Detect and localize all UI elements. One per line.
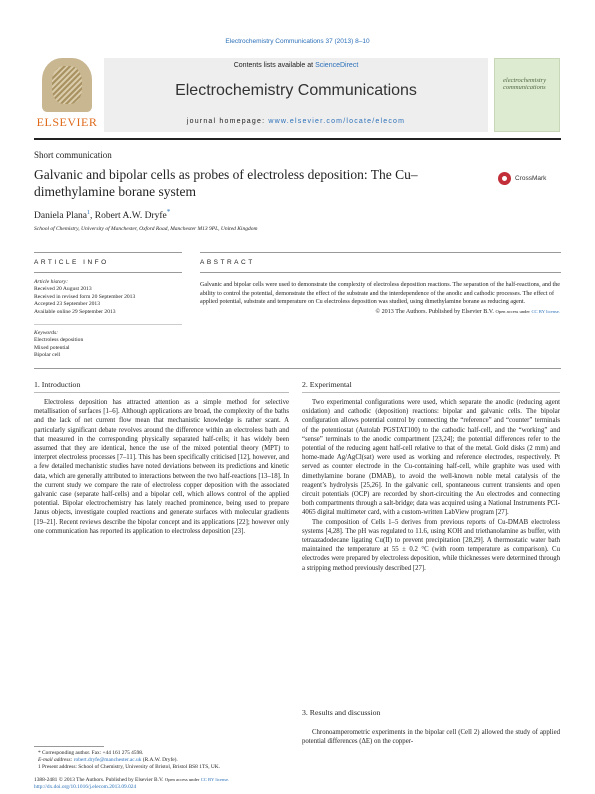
abstract-copyright-line xyxy=(200,308,560,317)
article-title: Galvanic and bipolar cells as probes of electroless deposition: The Cu–dimethylamine borane system xyxy=(34,167,418,199)
keywords-divider xyxy=(34,324,182,325)
crossmark-icon xyxy=(498,172,511,185)
history-item: Accepted 23 September 2013 xyxy=(34,301,101,308)
journal-homepage xyxy=(104,118,488,125)
author-name[interactable]: Daniela Plana xyxy=(34,211,88,222)
keyword: Bipolar cell xyxy=(34,352,61,359)
author-name[interactable]: Robert A.W. Dryfe xyxy=(94,211,167,222)
keyword: Electroless deposition xyxy=(34,337,84,344)
issn-line xyxy=(34,776,434,784)
email-link[interactable]: robert.dryfe@manchester.ac.uk xyxy=(73,757,142,764)
article-info-heading: ARTICLE INFO xyxy=(34,259,109,266)
info-top-rule xyxy=(34,252,182,253)
doi-link[interactable]: http://dx.doi.org/10.1016/j.elecom.2013.09.024 xyxy=(34,784,137,790)
elsevier-tree-icon xyxy=(42,58,92,112)
experimental-heading: 2. Experimental xyxy=(302,380,352,389)
experimental-paragraph: Two experimental configurations were used, which separate the anodic (reducing agent oxidation) and cathodic (deposition) reactions: bipolar and galvanic cells. The bipolar configuration allows potential control by connecting the “reference” and “counter” terminals of the potentiostat (Autolab PGSTAT100) to the cathodic half-cell, and the “working” and “sense” terminals to the anodic compartment [23,24]; the potential differences refer to the potential of the reducing agent half-cell relative to that of the metal. Gold disks (2 mm) and home-made Ag/AgCl(sat) were used as working and reference electrodes, respectively. Pt served as counter electrode in the Cu-containing half-cell, while graphite was used with dimethylamine borane (DMAB), to avoid the well-known noble metal catalysis of the reagent’s hydrolysis [25,26]. In the galvanic cell, spontaneous current transients and open circuit potentials (OCP) are recorded by short-circuiting the Au electrodes and connecting both compartments through a salt-bridge; data was acquired using a National Instruments PCI-4065 digital multimeter card, with a custom-written LabView program [27]. xyxy=(302,399,560,517)
experimental-heading-rule xyxy=(302,392,560,393)
introduction-paragraph: Electroless deposition has attracted attention as a simple method for selective metallisation of surfaces [1–6]. Although applications are broad, the complexity of the baths and the lack of net current flow mean that mechanistic knowledge is rather scant. A particularly significant debate revolves around the difference within an electroless bath and that measured in the corresponding physically separated half-cells; it has widely been assumed that they are identical, hence the use of the mixed potential theory (MPT) to interpret electroless processes [7–11]. This has been specifically criticised [12], however, and a few detailed mechanistic studies have noted deviations between its predictions and kinetic data, which are generally attributed to interactions between the two half-reactions [13–18]. In the current study we compare the rate of electroless copper deposition with the associated galvanic case (separate half-cells) and a bipolar cell, which allows control of the applied potential. Bipolar electrochemistry has lately reached prominence, being used to prepare Janus objects, investigate coupled reactions and generate surfaces with molecular gradients [19–21]. Recent reviews describe the bipolar concept and its applications [22]; however only one communication has reported its application to electroless deposition [23]. xyxy=(34,399,289,535)
license-link[interactable]: CC BY license. xyxy=(531,308,560,314)
contents-line xyxy=(104,62,488,69)
abstract-top-rule xyxy=(200,252,561,253)
results-heading: 3. Results and discussion xyxy=(302,708,381,717)
crossmark-badge[interactable] xyxy=(498,172,558,186)
present-address-note: 1 Present address: School of Chemistry, University of Bristol, Bristol BS8 1TS, UK. xyxy=(38,764,221,771)
experimental-paragraph: The composition of Cells 1–5 derives from previous reports of Cu-DMAB electroless systems [4,28]. The pH was regulated to 11.6, using KOH and triethanolamine as buffer, with tetraazadodecane ligating Cu(II) to prevent precipitation [28,29]. A thermostatic water bath maintained the temperature at 55 ± 0.2 °C (with room temperature as comparison). Cu electrodes were prepared by electroless deposition, while thicknesses were determined through a stripping method previously described [27]. xyxy=(302,518,560,572)
info-sub-rule xyxy=(34,272,182,273)
keywords-label: Keywords: xyxy=(34,330,59,336)
article-history xyxy=(34,279,184,316)
email-label: E-mail address: xyxy=(38,757,73,764)
abstract-body xyxy=(200,281,560,316)
contents-prefix: Contents lists available at xyxy=(233,62,314,69)
results-body xyxy=(302,728,560,746)
header-divider xyxy=(34,138,561,140)
journal-cover-thumbnail[interactable] xyxy=(494,58,560,132)
history-item: Received in revised form 20 September 2013 xyxy=(34,293,136,300)
abstract-text: Galvanic and bipolar cells were used to demonstrate the complexity of electroless deposition reactions. The separation of the half-reactions, and the ability to control the potential, demonstrate the effect of the substrate and the interdependence of the anodic and cathodic processes. The effect of applied potential, substrate and temperature on Cu electroless deposition was studied, using dimethylamine borane as reducing agent. xyxy=(200,282,560,305)
cover-title: electrochemistry communications xyxy=(503,77,547,91)
results-paragraph: Chronoamperometric experiments in the bipolar cell (Cell 2) allowed the study of applied potential differences (ΔE) on the copper- xyxy=(302,729,560,746)
open-access-note: Open access under xyxy=(495,308,530,314)
footnote-rule xyxy=(34,746,104,747)
history-item: Received 20 August 2013 xyxy=(34,286,92,293)
history-label: Article history: xyxy=(34,279,69,285)
intro-heading-rule xyxy=(34,392,289,393)
homepage-prefix: journal homepage: xyxy=(186,118,266,125)
issn-copyright: 1388-2481 © 2013 The Authors. Published by Elsevier B.V. xyxy=(34,777,164,783)
author-list: Daniela Plana$^1$, Robert A.W. Dryfe* xyxy=(34,208,171,222)
footnotes xyxy=(38,750,288,772)
elsevier-logo xyxy=(36,58,98,128)
abstract-heading: ABSTRACT xyxy=(200,259,255,266)
bottom-open-access: Open access under xyxy=(164,777,200,782)
email-suffix: (R.A.W. Dryfe). xyxy=(142,757,178,764)
introduction-body xyxy=(34,398,289,536)
abstract-bottom-rule xyxy=(34,368,561,369)
copyright: © 2013 The Authors. Published by Elsevier B.V. xyxy=(375,308,494,315)
affiliation: School of Chemistry, University of Manchester, Oxford Road, Manchester M13 9PL, United Kingdom xyxy=(34,226,258,232)
article-type: Short communication xyxy=(34,150,112,160)
history-item: Available online 29 September 2013 xyxy=(34,308,116,315)
introduction-heading: 1. Introduction xyxy=(34,380,81,389)
corresponding-author-note: * Corresponding author. Fax: +44 161 275 4598. xyxy=(38,750,144,756)
journal-title: Electrochemistry Communications xyxy=(175,82,417,99)
bottom-license-link[interactable]: CC BY license. xyxy=(200,777,230,782)
keyword: Mixed potential xyxy=(34,344,70,351)
homepage-link[interactable]: www.elsevier.com/locate/elecom xyxy=(268,118,406,125)
sciencedirect-link[interactable]: ScienceDirect xyxy=(315,62,359,69)
journal-reference[interactable]: Electrochemistry Communications 37 (2013) 8–10 xyxy=(225,38,370,45)
crossmark-label: CrossMark xyxy=(515,175,547,182)
keywords xyxy=(34,330,184,360)
author-footnote-mark[interactable]: * xyxy=(166,208,171,216)
abstract-sub-rule xyxy=(200,272,561,273)
elsevier-wordmark: ELSEVIER xyxy=(36,115,98,129)
experimental-body xyxy=(302,398,560,573)
author-footnote-mark[interactable]: 1 xyxy=(87,210,91,216)
